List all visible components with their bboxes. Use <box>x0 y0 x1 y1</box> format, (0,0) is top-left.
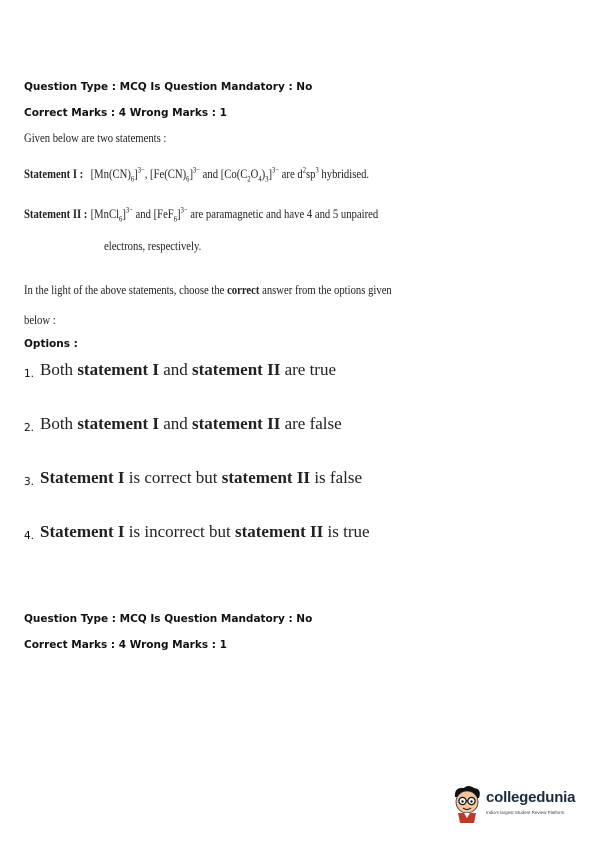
statement-1-label: Statement I : <box>24 166 84 182</box>
question-meta-marks: Correct Marks : 4 Wrong Marks : 1 <box>24 107 227 119</box>
options-label: Options : <box>24 338 78 350</box>
mascot-icon <box>450 785 484 825</box>
option-text: Both statement I and statement II are true <box>40 360 337 379</box>
option-4[interactable] <box>24 522 370 542</box>
instruction-line-1: In the light of the above statements, choose the correct answer from the options given <box>24 282 392 297</box>
statement-2-formula: [MnCl$_6$]$^{3-}$ and $[FeF_6]^{3-}$ are paramagnetic and have 4 and 5 unpaired <box>90 206 379 224</box>
option-number: 3. <box>24 476 35 488</box>
option-number: 1. <box>24 368 35 380</box>
question-intro: Given below are two statements : <box>24 130 167 145</box>
statement-1 <box>24 166 445 184</box>
instruction-bold: correct <box>227 282 260 297</box>
question-meta-type: Question Type : MCQ Is Question Mandatory : No <box>24 81 313 93</box>
instruction-line-2: below : <box>24 312 56 327</box>
collegedunia-logo <box>450 785 580 825</box>
option-number: 4. <box>24 530 35 542</box>
statement-1-formula: $[Mn(CN)_6]^{3-}$, $[Fe(CN)_6]^{3-}$ and $[Co(C_2O_4)_3]^{3-}$ are $d^2sp^3$ hybridised. <box>90 166 370 184</box>
logo-tagline: India's largest Student Review Platform <box>486 810 565 815</box>
logo-wordmark: collegedunia <box>486 789 576 806</box>
option-text: Both statement I and statement II are false <box>40 414 342 433</box>
option-number: 2. <box>24 422 35 434</box>
option-1[interactable] <box>24 360 336 380</box>
question-meta-marks: Correct Marks : 4 Wrong Marks : 1 <box>24 639 227 651</box>
option-3[interactable] <box>24 468 362 488</box>
statement-2-continued: electrons, respectively. <box>104 238 202 253</box>
question-meta-type: Question Type : MCQ Is Question Mandatory : No <box>24 613 313 625</box>
option-2[interactable] <box>24 414 342 434</box>
option-text: Statement I is correct but statement II is false <box>40 468 362 487</box>
option-text: Statement I is incorrect but statement II is true <box>40 522 370 541</box>
statement-2-label: Statement II : <box>24 206 88 222</box>
statement-2 <box>24 206 456 224</box>
